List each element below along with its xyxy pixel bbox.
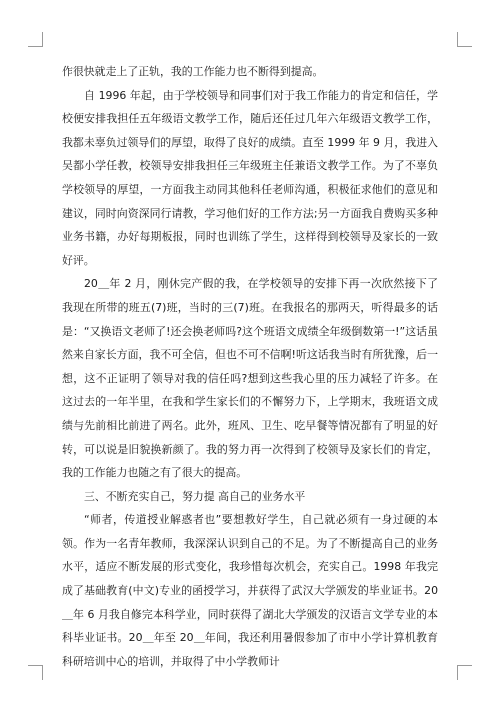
section-heading-three: 三、不断充实自己，努力提 高自己的业务水平 [84, 489, 306, 503]
document-body [62, 60, 438, 673]
paragraph-self-improvement: “师者，传道授业解惑者也”要想教好学生，自己就必须有一身过硬的本领。作为一名青年教师，我深深认识到自己的不足。为了不断提高自己的业务水平，适应不断发展的形式变化，我珍惜每次机会，充实自己。1998 年我完成了基础教育(中文)专业的函授学习，并获得了武汉大学颁发的毕业证书。20＿年 6 月我自修完本科学业，同时获得了湖北大学颁发的汉语言文学专业的本科毕业证书。20＿年至 20＿年间，我还利用暑假参加了市中小学计算机教育科研培训中心的培训，并取得了中小学教师计 [62, 513, 438, 668]
crop-mark-bottom-right [457, 665, 472, 680]
paragraph-class-five-seven: 20＿年 2 月，刚休完产假的我，在学校领导的安排下再一次欣然接下了我现在所带的班五(7)班，当时的三(7)班。在我报名的那两天，听得最多的话是：“又换语文老师了!还会换老师吗?这个班语文成绩全年级倒数第一!”这话虽然来自家长方面，我不可全信，但也不可不信啊!听这话我当时有所犹豫，后一想，这不正证明了领导对我的信任吗?想到这些我心里的压力减轻了许多。在这过去的一年半里，在我和学生家长们的不懈努力下，上学期末，我班语文成绩与先前相比前进了两名。此外，班风、卫生、吃早餐等情况都有了明显的好转，可以说是旧貌换新颜了。我的努力再一次得到了校领导及家长们的肯定，我的工作能力也随之有了很大的提高。 [62, 277, 438, 480]
crop-mark-top-left [28, 32, 43, 47]
crop-mark-top-right [457, 32, 472, 47]
crop-mark-bottom-left [28, 665, 43, 680]
paragraph-1996: 自 1996 年起，由于学校领导和同事们对于我工作能力的肯定和信任，学校便安排我担任五年级语文教学工作，随后还任过几年六年级语文教学工作，我都未辜负过领导们的厚望，取得了良好的成绩。直至 1999 年 9 月，我进入吴都小学任教，校领导安排我担任三年级班主任兼语文教学工作。为了不辜负学校领导的厚望，一方面我主动同其他科任老师沟通，积极征求他们的意见和建议，同时向资深同行请教，学习他们好的工作方法;另一方面我自费购买多种业务书籍，办好每期板报，同时也训练了学生，这样得到校领导及家长的一致好评。 [62, 88, 438, 267]
paragraph-continuation: 作很快就走上了正轨，我的工作能力也不断得到提高。 [62, 65, 324, 78]
